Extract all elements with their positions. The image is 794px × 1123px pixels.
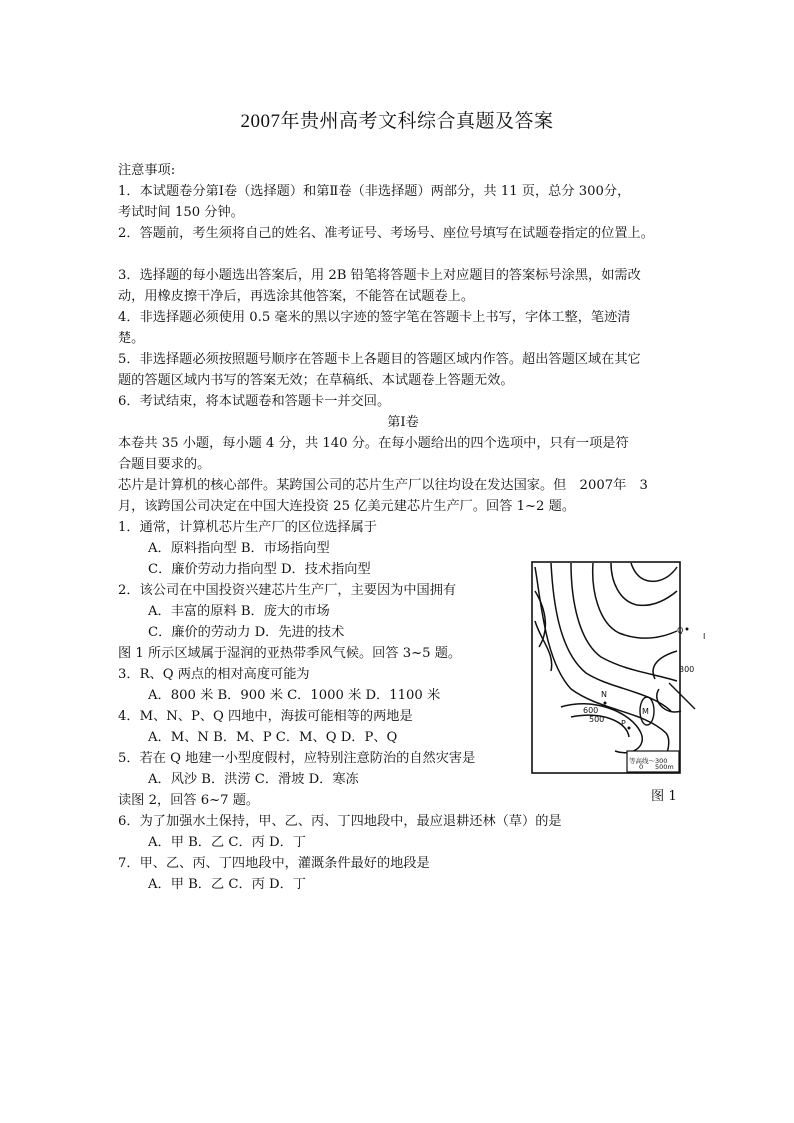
label-p: P bbox=[621, 719, 626, 728]
notice-line: 楚。 bbox=[118, 331, 145, 346]
legend-contour-label: 等高线～300 bbox=[629, 757, 668, 765]
notice-line: 5．非选择题必须按照题号顺序在答题卡上各题目的答题区域内作答。超出答题区域在其它 bbox=[118, 352, 641, 367]
point-n bbox=[604, 702, 607, 705]
notice-heading: 注意事项: bbox=[118, 163, 176, 178]
contour-map-figure bbox=[531, 561, 706, 774]
notice-line: 考试时间 150 分钟。 bbox=[118, 205, 244, 220]
question-4-options: A．M、N B．M、P C．M、Q D．P、Q bbox=[148, 730, 398, 745]
question-3-options: A．800 米 B．900 米 C．1000 米 D．1100 米 bbox=[148, 688, 441, 703]
question-1-options: C．廉价劳动力指向型 D．技术指向型 bbox=[148, 562, 371, 577]
notice-line: 1．本试题卷分第Ⅰ卷（选择题）和第Ⅱ卷（非选择题）两部分，共 11 页，总分 300分， bbox=[118, 184, 631, 199]
notice-line: 题的答题区域内书写的答案无效；在草稿纸、本试题卷上答题无效。 bbox=[118, 373, 514, 388]
question-3: 3．R、Q 两点的相对高度可能为 bbox=[118, 667, 310, 682]
question-1-options: A．原料指向型 B．市场指向型 bbox=[148, 541, 330, 556]
notice-line: 动，用橡皮擦干净后，再选涂其他答案，不能答在试题卷上。 bbox=[118, 289, 475, 304]
section-intro: 合题目要求的。 bbox=[118, 457, 211, 472]
page-title: 2007年贵州高考文科综合真题及答案 bbox=[240, 111, 554, 132]
label-n: N bbox=[601, 690, 607, 699]
question-2-options: C．廉价的劳动力 D．先进的技术 bbox=[148, 625, 345, 640]
question-6-options: A．甲 B．乙 C．丙 D．丁 bbox=[148, 835, 306, 850]
notice-line: 6．考试结束，将本试题卷和答题卡一并交回。 bbox=[118, 394, 391, 409]
question-2-options: A．丰富的原料 B．庞大的市场 bbox=[148, 604, 330, 619]
label-contour-300: 300 bbox=[679, 665, 695, 674]
figure-1-caption: 图 1 bbox=[651, 789, 677, 804]
question-5: 5．若在 Q 地建一小型度假村，应特别注意防治的自然灾害是 bbox=[118, 751, 476, 766]
point-q bbox=[686, 628, 689, 631]
scale-label: 500m bbox=[655, 763, 674, 771]
section-title: 第Ⅰ卷 bbox=[387, 415, 419, 430]
label-r: I bbox=[703, 632, 706, 641]
document-body bbox=[118, 160, 688, 895]
label-q: Q bbox=[677, 626, 684, 635]
notice-line: 3．选择题的每小题选出答案后，用 2B 铅笔将答题卡上对应题目的答案标号涂黑，如需改 bbox=[118, 268, 641, 283]
scale-zero: 0 bbox=[639, 763, 644, 771]
question-6: 6．为了加强水土保持，甲、乙、丙、丁四地段中，最应退耕还林（草）的是 bbox=[118, 814, 562, 829]
section-intro: 月，该跨国公司决定在中国大连投资 25 亿美元建芯片生产厂。回答 1~2 题。 bbox=[118, 499, 576, 514]
figure-1-intro: 图 1 所示区域属于湿润的亚热带季风气候。回答 3~5 题。 bbox=[118, 646, 462, 661]
question-2: 2．该公司在中国投资兴建芯片生产厂，主要因为中国拥有 bbox=[118, 583, 457, 598]
notice-line: 4．非选择题必须使用 0.5 毫米的黑以字迹的签字笔在答题卡上书写，字体工整，笔迹清 bbox=[118, 310, 631, 325]
question-1: 1．通常，计算机芯片生产厂的区位选择属于 bbox=[118, 520, 377, 535]
label-contour-600: 600 bbox=[583, 706, 599, 715]
label-contour-500: 500 bbox=[589, 715, 605, 724]
figure-2-intro: 读图 2，回答 6~7 题。 bbox=[118, 793, 260, 808]
question-7-options: A．甲 B．乙 C．丙 D．丁 bbox=[148, 877, 306, 892]
blank-line bbox=[118, 244, 688, 265]
point-p bbox=[628, 727, 631, 730]
question-7: 7．甲、乙、丙、丁四地段中，灌溉条件最好的地段是 bbox=[118, 856, 430, 871]
notice-line: 2．答题前，考生须将自己的姓名、准考证号、考场号、座位号填写在试题卷指定的位置上。 bbox=[118, 226, 654, 241]
question-5-options: A．风沙 B．洪涝 C．滑坡 D．寒冻 bbox=[148, 772, 359, 787]
question-4: 4．M、N、P、Q 四地中，海拔可能相等的两地是 bbox=[118, 709, 413, 724]
section-intro: 芯片是计算机的核心部件。某跨国公司的芯片生产厂以往均设在发达国家。但 2007年 3 bbox=[118, 478, 648, 493]
label-m: M bbox=[642, 707, 649, 716]
section-intro: 本卷共 35 小题，每小题 4 分，共 140 分。在每小题给出的四个选项中，只有一项是符 bbox=[118, 436, 629, 451]
